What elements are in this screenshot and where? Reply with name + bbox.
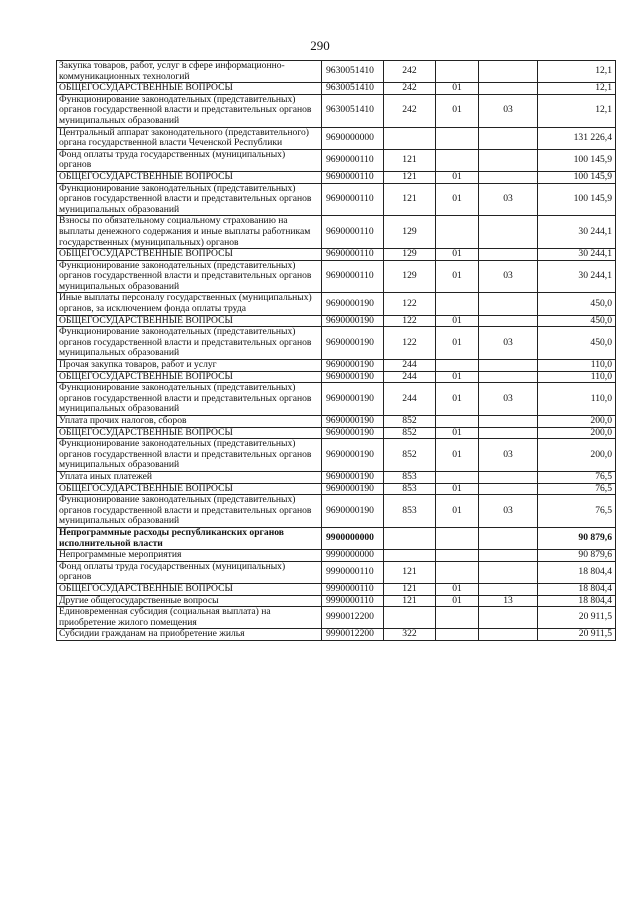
row-expense-type: 121 — [384, 183, 436, 216]
row-amount: 110,0 — [538, 383, 616, 416]
table-row — [57, 149, 616, 171]
row-target-code: 9990012200 — [322, 607, 384, 629]
row-target-code: 9900000000 — [322, 527, 384, 549]
row-subsection: 03 — [479, 439, 538, 472]
row-name: Непрограммные мероприятия — [57, 550, 322, 562]
budget-table — [56, 60, 616, 641]
row-name: Взносы по обязательному социальному страхованию на выплаты денежного содержания и иные выплаты работникам государственных (муниципальных) органов — [57, 216, 322, 249]
row-amount: 76,5 — [538, 483, 616, 495]
page-number: 290 — [310, 38, 330, 53]
row-amount: 18 804,4 — [538, 595, 616, 607]
table-row — [57, 61, 616, 83]
table-row — [57, 83, 616, 95]
row-name: Иные выплаты персоналу государственных (муниципальных) органов, за исключением фонда оплаты труда — [57, 293, 322, 315]
row-subsection — [479, 315, 538, 327]
row-name: Уплата иных платежей — [57, 471, 322, 483]
row-subsection — [479, 416, 538, 428]
row-target-code: 9690000190 — [322, 471, 384, 483]
row-subsection — [479, 249, 538, 261]
row-name: Прочая закупка товаров, работ и услуг — [57, 360, 322, 372]
row-name: Функционирование законодательных (представительных) органов государственной власти и представительных органов муниципальных образований — [57, 260, 322, 293]
row-expense-type: 121 — [384, 583, 436, 595]
row-amount: 110,0 — [538, 371, 616, 383]
row-expense-type — [384, 127, 436, 149]
table-row — [57, 607, 616, 629]
row-amount: 20 911,5 — [538, 607, 616, 629]
table-row — [57, 595, 616, 607]
row-target-code: 9990000110 — [322, 583, 384, 595]
row-expense-type: 853 — [384, 495, 436, 528]
row-section: 01 — [436, 83, 479, 95]
row-section: 01 — [436, 583, 479, 595]
row-amount: 110,0 — [538, 360, 616, 372]
row-expense-type: 322 — [384, 629, 436, 641]
row-subsection: 03 — [479, 94, 538, 127]
row-subsection — [479, 527, 538, 549]
row-amount: 76,5 — [538, 471, 616, 483]
row-section: 01 — [436, 249, 479, 261]
row-section: 01 — [436, 427, 479, 439]
row-target-code: 9690000190 — [322, 495, 384, 528]
row-name: Функционирование законодательных (представительных) органов государственной власти и представительных органов муниципальных образований — [57, 383, 322, 416]
row-amount: 12,1 — [538, 61, 616, 83]
row-target-code: 9690000190 — [322, 371, 384, 383]
row-section: 01 — [436, 483, 479, 495]
row-section — [436, 127, 479, 149]
row-name: Непрограммные расходы республиканских органов исполнительной власти — [57, 527, 322, 549]
row-expense-type — [384, 607, 436, 629]
row-target-code: 9690000190 — [322, 416, 384, 428]
table-row — [57, 527, 616, 549]
row-section: 01 — [436, 371, 479, 383]
row-amount: 200,0 — [538, 416, 616, 428]
table-row — [57, 293, 616, 315]
row-expense-type: 122 — [384, 327, 436, 360]
row-section: 01 — [436, 183, 479, 216]
row-target-code: 9990000110 — [322, 561, 384, 583]
table-row — [57, 183, 616, 216]
row-subsection — [479, 171, 538, 183]
row-subsection: 03 — [479, 327, 538, 360]
row-name: Функционирование законодательных (представительных) органов государственной власти и представительных органов муниципальных образований — [57, 495, 322, 528]
row-target-code: 9690000110 — [322, 216, 384, 249]
row-section — [436, 360, 479, 372]
row-subsection — [479, 427, 538, 439]
row-amount: 30 244,1 — [538, 249, 616, 261]
row-name: ОБЩЕГОСУДАРСТВЕННЫЕ ВОПРОСЫ — [57, 483, 322, 495]
table-row — [57, 371, 616, 383]
row-expense-type: 121 — [384, 171, 436, 183]
row-subsection: 03 — [479, 183, 538, 216]
row-amount: 90 879,6 — [538, 550, 616, 562]
row-section — [436, 149, 479, 171]
row-section — [436, 471, 479, 483]
row-amount: 100 145,9 — [538, 149, 616, 171]
row-target-code: 9630051410 — [322, 61, 384, 83]
row-amount: 30 244,1 — [538, 216, 616, 249]
row-target-code: 9630051410 — [322, 83, 384, 95]
row-target-code: 9690000110 — [322, 260, 384, 293]
table-row — [57, 561, 616, 583]
row-target-code: 9690000190 — [322, 293, 384, 315]
row-target-code: 9690000190 — [322, 483, 384, 495]
row-expense-type: 852 — [384, 439, 436, 472]
row-name: ОБЩЕГОСУДАРСТВЕННЫЕ ВОПРОСЫ — [57, 315, 322, 327]
row-section: 01 — [436, 439, 479, 472]
row-name: Субсидии гражданам на приобретение жилья — [57, 629, 322, 641]
table-row — [57, 416, 616, 428]
row-expense-type: 852 — [384, 427, 436, 439]
row-subsection: 13 — [479, 595, 538, 607]
row-section: 01 — [436, 327, 479, 360]
row-subsection — [479, 61, 538, 83]
row-amount: 100 145,9 — [538, 171, 616, 183]
row-name: Функционирование законодательных (представительных) органов государственной власти и представительных органов муниципальных образований — [57, 439, 322, 472]
table-row — [57, 171, 616, 183]
row-amount: 90 879,6 — [538, 527, 616, 549]
row-name: ОБЩЕГОСУДАРСТВЕННЫЕ ВОПРОСЫ — [57, 371, 322, 383]
row-subsection — [479, 583, 538, 595]
row-section — [436, 561, 479, 583]
row-target-code: 9990000000 — [322, 550, 384, 562]
table-row — [57, 583, 616, 595]
row-amount: 450,0 — [538, 327, 616, 360]
row-section — [436, 607, 479, 629]
row-section: 01 — [436, 171, 479, 183]
row-expense-type — [384, 527, 436, 549]
row-expense-type: 853 — [384, 471, 436, 483]
table-row — [57, 550, 616, 562]
row-name: ОБЩЕГОСУДАРСТВЕННЫЕ ВОПРОСЫ — [57, 427, 322, 439]
row-subsection — [479, 293, 538, 315]
row-expense-type: 129 — [384, 249, 436, 261]
row-expense-type: 242 — [384, 61, 436, 83]
row-expense-type: 242 — [384, 83, 436, 95]
row-target-code: 9630051410 — [322, 94, 384, 127]
row-target-code: 9990000110 — [322, 595, 384, 607]
row-section: 01 — [436, 495, 479, 528]
table-row — [57, 249, 616, 261]
row-amount: 12,1 — [538, 94, 616, 127]
row-subsection — [479, 629, 538, 641]
row-section: 01 — [436, 383, 479, 416]
row-target-code: 9690000000 — [322, 127, 384, 149]
row-section: 01 — [436, 260, 479, 293]
row-name: ОБЩЕГОСУДАРСТВЕННЫЕ ВОПРОСЫ — [57, 83, 322, 95]
row-amount: 450,0 — [538, 293, 616, 315]
row-section — [436, 527, 479, 549]
row-target-code: 9690000110 — [322, 149, 384, 171]
table-row — [57, 315, 616, 327]
row-subsection: 03 — [479, 260, 538, 293]
row-amount: 200,0 — [538, 439, 616, 472]
row-section — [436, 216, 479, 249]
row-expense-type: 853 — [384, 483, 436, 495]
row-expense-type: 129 — [384, 216, 436, 249]
row-name: Функционирование законодательных (представительных) органов государственной власти и представительных органов муниципальных образований — [57, 94, 322, 127]
row-expense-type: 852 — [384, 416, 436, 428]
table-row — [57, 495, 616, 528]
row-expense-type: 121 — [384, 149, 436, 171]
row-amount: 18 804,4 — [538, 583, 616, 595]
row-section — [436, 293, 479, 315]
table-row — [57, 471, 616, 483]
row-subsection: 03 — [479, 383, 538, 416]
row-name: Единовременная субсидия (социальная выплата) на приобретение жилого помещения — [57, 607, 322, 629]
row-target-code: 9690000190 — [322, 315, 384, 327]
row-section — [436, 629, 479, 641]
table-row — [57, 216, 616, 249]
row-name: ОБЩЕГОСУДАРСТВЕННЫЕ ВОПРОСЫ — [57, 583, 322, 595]
row-expense-type: 122 — [384, 293, 436, 315]
row-section: 01 — [436, 315, 479, 327]
row-amount: 30 244,1 — [538, 260, 616, 293]
row-subsection — [479, 127, 538, 149]
row-name: Другие общегосударственные вопросы — [57, 595, 322, 607]
row-amount: 450,0 — [538, 315, 616, 327]
row-amount: 12,1 — [538, 83, 616, 95]
row-subsection — [479, 471, 538, 483]
row-expense-type: 244 — [384, 371, 436, 383]
row-amount: 100 145,9 — [538, 183, 616, 216]
table-row — [57, 260, 616, 293]
row-amount: 131 226,4 — [538, 127, 616, 149]
row-subsection — [479, 371, 538, 383]
row-subsection — [479, 607, 538, 629]
row-expense-type — [384, 550, 436, 562]
row-target-code: 9690000190 — [322, 427, 384, 439]
row-expense-type: 121 — [384, 561, 436, 583]
row-name: Функционирование законодательных (представительных) органов государственной власти и представительных органов муниципальных образований — [57, 183, 322, 216]
row-target-code: 9690000190 — [322, 439, 384, 472]
row-name: ОБЩЕГОСУДАРСТВЕННЫЕ ВОПРОСЫ — [57, 249, 322, 261]
row-expense-type: 122 — [384, 315, 436, 327]
table-row — [57, 127, 616, 149]
row-amount: 20 911,5 — [538, 629, 616, 641]
row-name: Закупка товаров, работ, услуг в сфере информационно-коммуникационных технологий — [57, 61, 322, 83]
row-expense-type: 244 — [384, 383, 436, 416]
row-expense-type: 121 — [384, 595, 436, 607]
row-name: Функционирование законодательных (представительных) органов государственной власти и представительных органов муниципальных образований — [57, 327, 322, 360]
row-subsection — [479, 550, 538, 562]
table-row — [57, 327, 616, 360]
row-subsection — [479, 149, 538, 171]
table-row — [57, 483, 616, 495]
row-expense-type: 129 — [384, 260, 436, 293]
table-row — [57, 439, 616, 472]
row-subsection: 03 — [479, 495, 538, 528]
row-name: ОБЩЕГОСУДАРСТВЕННЫЕ ВОПРОСЫ — [57, 171, 322, 183]
table-row — [57, 360, 616, 372]
table-row — [57, 94, 616, 127]
row-amount: 200,0 — [538, 427, 616, 439]
row-subsection — [479, 483, 538, 495]
row-section — [436, 61, 479, 83]
row-target-code: 9690000110 — [322, 171, 384, 183]
row-section — [436, 416, 479, 428]
table-row — [57, 383, 616, 416]
row-subsection — [479, 360, 538, 372]
row-target-code: 9990012200 — [322, 629, 384, 641]
row-expense-type: 244 — [384, 360, 436, 372]
row-name: Фонд оплаты труда государственных (муниципальных) органов — [57, 149, 322, 171]
row-target-code: 9690000110 — [322, 249, 384, 261]
row-section: 01 — [436, 595, 479, 607]
row-subsection — [479, 83, 538, 95]
row-name: Центральный аппарат законодательного (представительного) органа государственной власти Чеченской Республики — [57, 127, 322, 149]
row-target-code: 9690000190 — [322, 360, 384, 372]
row-target-code: 9690000110 — [322, 183, 384, 216]
row-amount: 18 804,4 — [538, 561, 616, 583]
table-row — [57, 629, 616, 641]
table-body — [57, 61, 616, 641]
row-section: 01 — [436, 94, 479, 127]
row-expense-type: 242 — [384, 94, 436, 127]
row-amount: 76,5 — [538, 495, 616, 528]
table-row — [57, 427, 616, 439]
row-section — [436, 550, 479, 562]
row-name: Уплата прочих налогов, сборов — [57, 416, 322, 428]
row-subsection — [479, 561, 538, 583]
row-target-code: 9690000190 — [322, 383, 384, 416]
row-name: Фонд оплаты труда государственных (муниципальных) органов — [57, 561, 322, 583]
row-subsection — [479, 216, 538, 249]
row-target-code: 9690000190 — [322, 327, 384, 360]
